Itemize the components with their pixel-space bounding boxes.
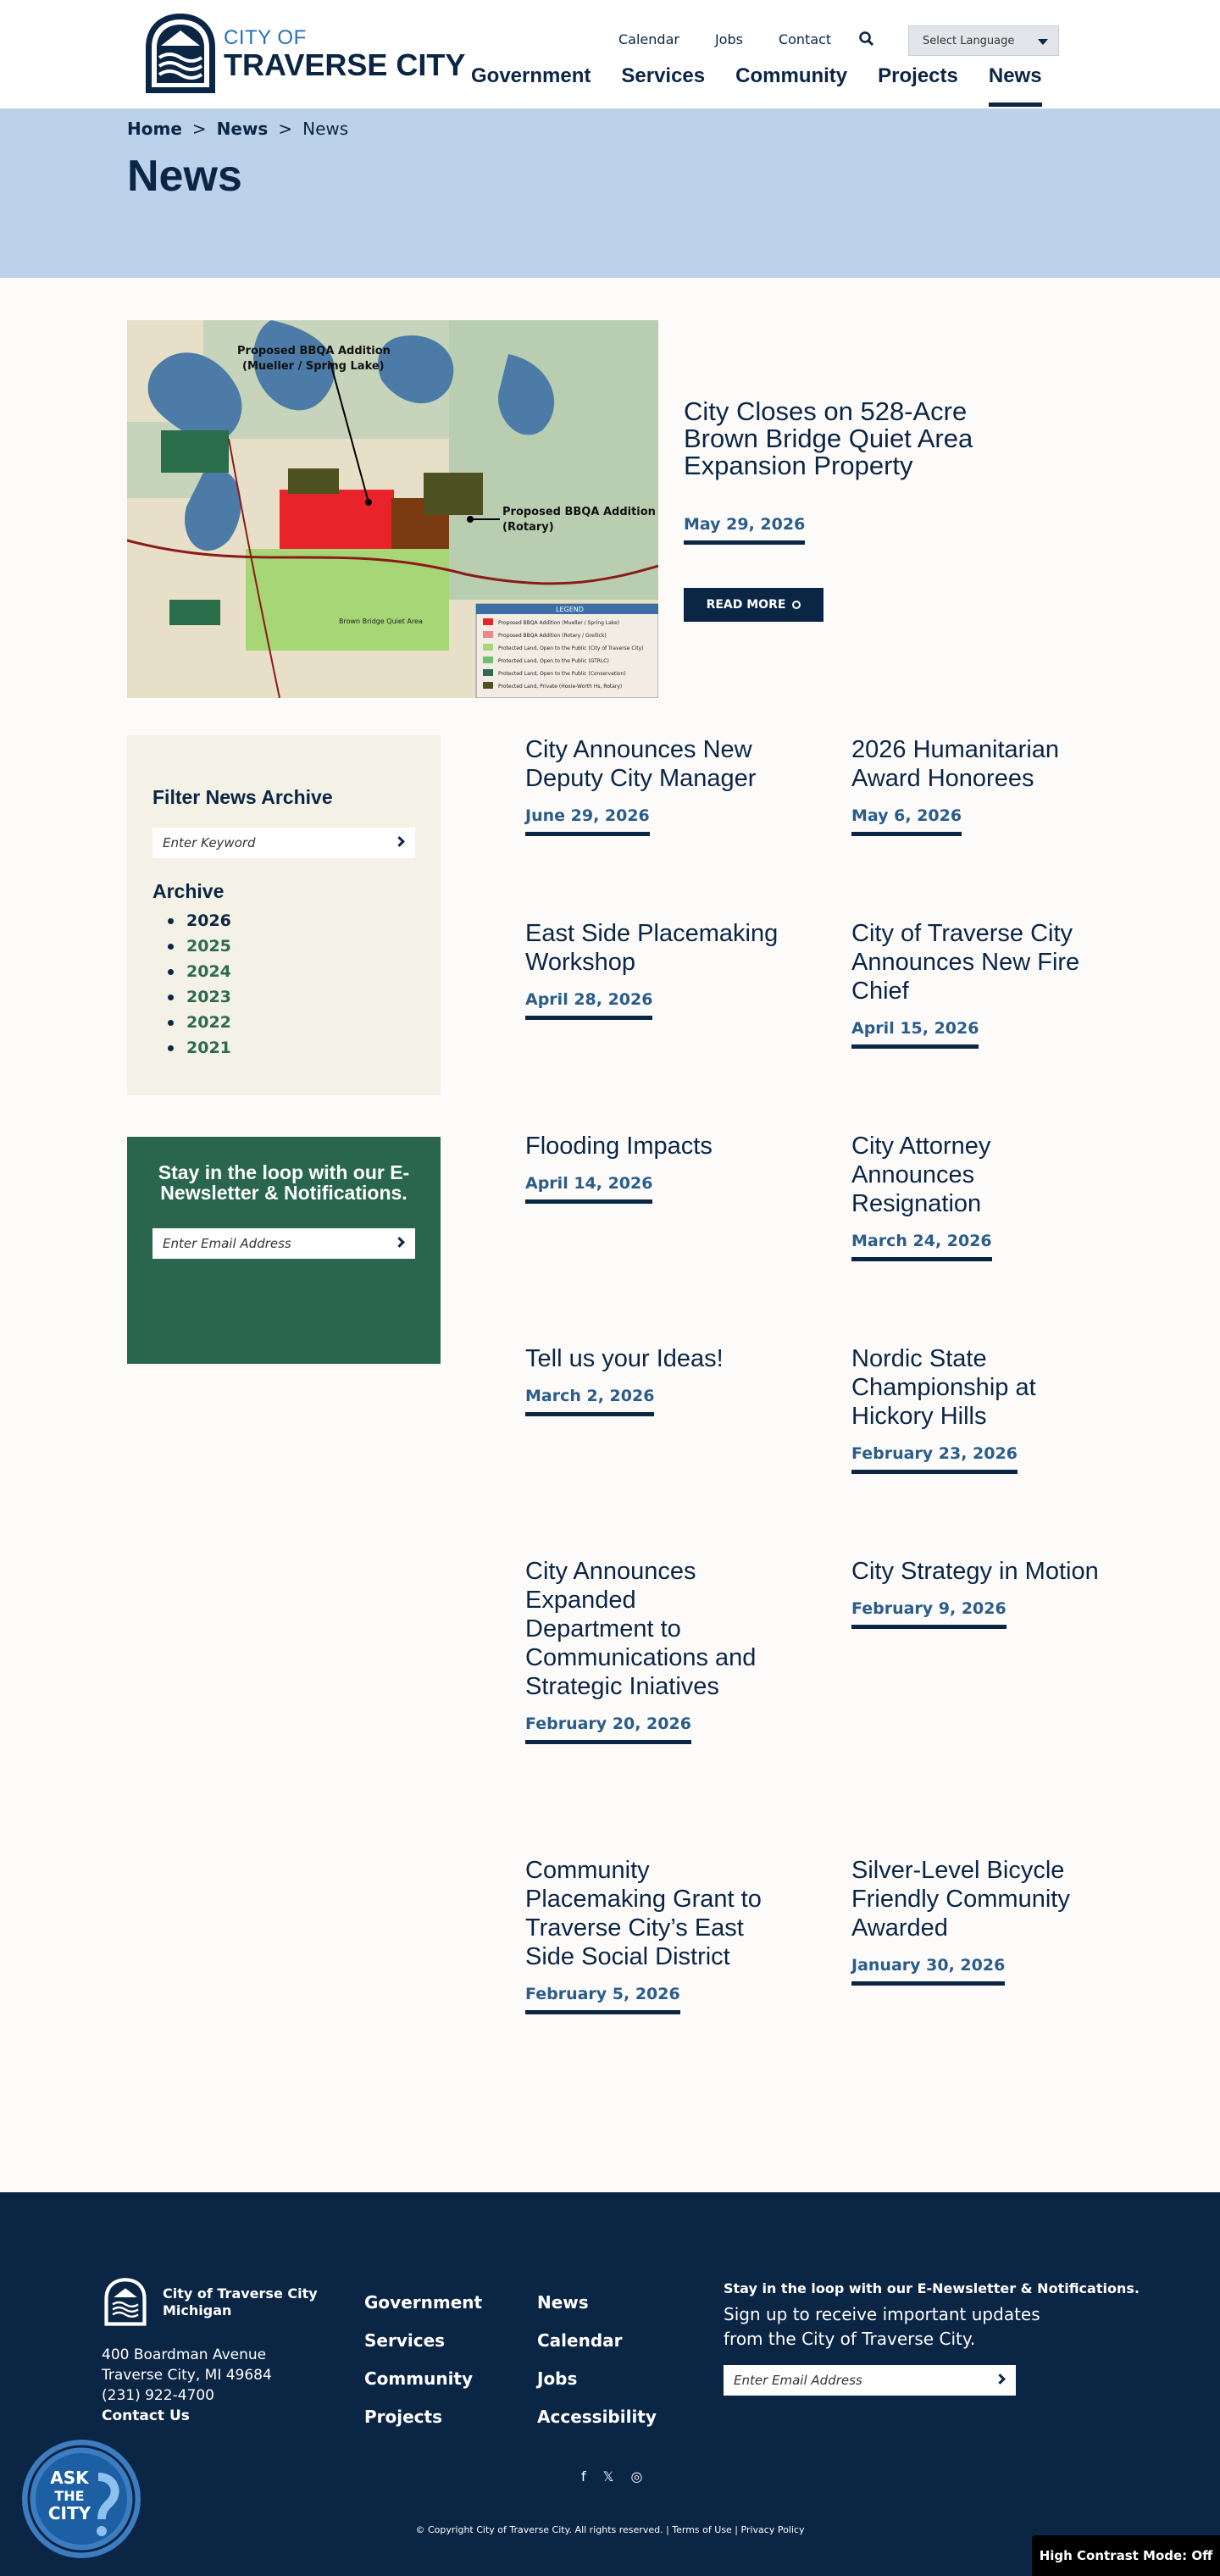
- footer-link[interactable]: News: [537, 2292, 589, 2313]
- ask-line: CITY: [47, 2503, 92, 2523]
- news-item[interactable]: [851, 1856, 1106, 1986]
- footer-nav-col1: [364, 2284, 482, 2436]
- news-item-date: May 6, 2026: [851, 806, 962, 836]
- archive-year-2022[interactable]: 2022: [186, 1010, 415, 1035]
- map-legend-entry: Proposed BBQA Addition (Rotary / Grellick): [498, 633, 607, 639]
- copyright-text: © Copyright City of Traverse City. All rights reserved. | Terms of Use | Privacy Policy: [415, 2524, 805, 2535]
- breadcrumb-separator: >: [191, 119, 207, 139]
- map-legend-entry: Proposed BBQA Addition (Mueller / Spring Lake): [498, 620, 620, 626]
- news-item-date: February 20, 2026: [525, 1715, 691, 1744]
- news-item-title[interactable]: City Announces New Deputy City Manager: [525, 736, 757, 792]
- footer-contact-link[interactable]: Contact Us: [102, 2407, 190, 2424]
- news-item-date: March 2, 2026: [525, 1387, 654, 1416]
- footer-phone-link[interactable]: (231) 922-4700: [102, 2387, 214, 2404]
- footer-newsletter-text: Sign up to receive important updates from the City of Traverse City.: [724, 2304, 1040, 2349]
- logo-wordmark: [224, 28, 465, 80]
- featured-news-title[interactable]: City Closes on 528-Acre Brown Bridge Quiet Area Expansion Property: [684, 396, 973, 480]
- news-item[interactable]: [851, 1132, 1106, 1261]
- breadcrumb-separator: >: [278, 119, 293, 139]
- news-item[interactable]: [851, 1557, 1106, 1629]
- logo-city-text: CITY OF: [224, 26, 307, 49]
- logo-name-text: TRAVERSE CITY: [224, 47, 466, 82]
- footer-link[interactable]: Accessibility: [537, 2407, 657, 2427]
- footer-logo-line2: Michigan: [163, 2302, 232, 2318]
- footer-link[interactable]: Services: [364, 2330, 446, 2351]
- keyword-input[interactable]: [152, 828, 415, 858]
- news-item-title[interactable]: Flooding Impacts: [525, 1133, 713, 1160]
- search-icon[interactable]: [858, 30, 875, 47]
- nav-projects[interactable]: Projects: [878, 64, 958, 87]
- util-link-calendar[interactable]: Calendar: [618, 30, 679, 47]
- newsletter-email-input[interactable]: [152, 1228, 415, 1259]
- address-city: Traverse City, MI 49684: [102, 2367, 272, 2384]
- news-item-date: June 29, 2026: [525, 806, 650, 836]
- nav-services[interactable]: Services: [621, 64, 706, 87]
- city-seal-icon: [102, 2277, 149, 2328]
- news-item-title[interactable]: 2026 Humanitarian Award Honorees: [851, 736, 1060, 792]
- footer-link[interactable]: Projects: [364, 2407, 443, 2427]
- news-item[interactable]: [851, 735, 1106, 836]
- footer-address: [102, 2345, 272, 2426]
- page-title: News: [127, 152, 242, 201]
- nav-community[interactable]: Community: [735, 64, 848, 87]
- archive-year-2023[interactable]: 2023: [186, 984, 415, 1010]
- newsletter-heading: Stay in the loop with our E-Newsletter & Notifications.: [158, 1161, 410, 1204]
- footer-logo[interactable]: [102, 2277, 318, 2328]
- footer-link[interactable]: Community: [364, 2368, 474, 2389]
- utility-nav: [618, 30, 875, 47]
- read-more-button[interactable]: [684, 588, 824, 622]
- filter-heading: Filter News Archive: [152, 786, 333, 808]
- facebook-icon[interactable]: f: [581, 2468, 586, 2485]
- read-more-label: READ MORE: [706, 598, 786, 612]
- language-select[interactable]: [908, 25, 1059, 56]
- news-item-title[interactable]: Community Placemaking Grant to Traverse City’s East Side Social District: [525, 1857, 762, 1970]
- keyword-placeholder: Enter Keyword: [163, 835, 256, 850]
- news-item-date: January 30, 2026: [851, 1956, 1005, 1986]
- footer-logo-text: [163, 2285, 318, 2319]
- news-item[interactable]: [525, 1856, 762, 2014]
- archive-year-2026[interactable]: 2026: [186, 908, 415, 933]
- news-item[interactable]: [525, 1344, 779, 1416]
- nav-news[interactable]: News: [989, 64, 1042, 107]
- map-legend-title: LEGEND: [556, 606, 584, 613]
- news-item-title[interactable]: City Strategy in Motion: [851, 1558, 1099, 1585]
- filter-panel: [127, 735, 441, 1095]
- map-label-mueller-sub: (Mueller / Spring Lake): [242, 360, 385, 373]
- news-item-date: April 15, 2026: [851, 1019, 979, 1049]
- page-banner: [0, 108, 1220, 278]
- instagram-icon[interactable]: ◎: [630, 2468, 643, 2485]
- chevron-right-icon[interactable]: [995, 2374, 1006, 2385]
- news-item-title[interactable]: Silver-Level Bicycle Friendly Community Awarded: [851, 1857, 1070, 1942]
- news-item-title[interactable]: Tell us your Ideas!: [525, 1345, 724, 1372]
- x-twitter-icon[interactable]: 𝕏: [602, 2468, 614, 2485]
- archive-heading: Archive: [152, 880, 225, 902]
- featured-map-image[interactable]: [127, 320, 658, 698]
- social-links: [581, 2468, 660, 2485]
- news-item-title[interactable]: City Attorney Announces Resignation: [851, 1133, 991, 1217]
- news-item-date: February 9, 2026: [851, 1599, 1006, 1629]
- ask-the-city-chat-button[interactable]: [20, 2438, 143, 2561]
- city-seal-icon: [142, 12, 219, 97]
- news-item[interactable]: [525, 1557, 762, 1744]
- breadcrumb-current: News: [302, 119, 349, 139]
- footer-link[interactable]: Calendar: [537, 2330, 623, 2351]
- news-item[interactable]: [851, 1344, 1106, 1474]
- high-contrast-toggle[interactable]: High Contrast Mode: Off: [1032, 2535, 1220, 2576]
- archive-year-2024[interactable]: 2024: [186, 959, 415, 984]
- news-item-title[interactable]: City Announces Expanded Department to Communications and Strategic Iniatives: [525, 1558, 757, 1700]
- featured-news-date: May 29, 2026: [684, 515, 805, 545]
- breadcrumb: [127, 119, 348, 139]
- site-footer: [0, 2192, 1220, 2576]
- chevron-right-icon[interactable]: [394, 836, 405, 847]
- news-item[interactable]: [525, 919, 779, 1020]
- archive-year-2021[interactable]: 2021: [186, 1035, 415, 1061]
- arrow-circle-icon: [792, 601, 801, 609]
- email-placeholder: Enter Email Address: [163, 1236, 291, 1251]
- footer-email-placeholder: Enter Email Address: [734, 2373, 862, 2388]
- site-logo[interactable]: [142, 12, 465, 97]
- chevron-right-icon[interactable]: [394, 1237, 405, 1248]
- footer-nav-col2: [537, 2284, 657, 2436]
- breadcrumb-home[interactable]: Home: [127, 119, 182, 139]
- map-legend-entry: Protected Land, Open to the Public (City of Traverse City): [498, 645, 644, 651]
- news-item[interactable]: [525, 735, 779, 836]
- news-item-date: March 24, 2026: [851, 1232, 992, 1261]
- news-item-title[interactable]: Nordic State Championship at Hickory Hills: [851, 1345, 1036, 1430]
- ask-line: THE: [54, 2488, 85, 2504]
- footer-link[interactable]: Government: [364, 2292, 483, 2313]
- news-archive: [0, 735, 1220, 2192]
- map-legend-entry: Protected Land, Private (Hoxie-Worth Hs, Rotary): [498, 684, 623, 690]
- archive-year-list: [152, 908, 415, 1061]
- map-label-rotary-sub: (Rotary): [502, 521, 554, 534]
- language-select-label: Select Language: [923, 34, 1015, 47]
- map-label-rotary: Proposed BBQA Addition: [502, 506, 656, 518]
- news-item[interactable]: [525, 1132, 779, 1204]
- newsletter-signup: [127, 1137, 441, 1364]
- footer-email-input[interactable]: [724, 2365, 1016, 2396]
- map-legend-entry: Protected Land, Open to the Public (Conservation): [498, 671, 626, 677]
- map-legend-entry: Protected Land, Open to the Public (GTRLC): [498, 658, 609, 664]
- chevron-down-icon: [1038, 39, 1048, 45]
- news-item-date: February 5, 2026: [525, 1985, 680, 2014]
- footer-link[interactable]: Jobs: [537, 2368, 578, 2389]
- news-item-title[interactable]: East Side Placemaking Workshop: [525, 920, 779, 976]
- breadcrumb-news[interactable]: News: [216, 119, 269, 139]
- util-link-contact[interactable]: Contact: [778, 30, 832, 47]
- news-item[interactable]: [851, 919, 1106, 1049]
- featured-news: [0, 278, 1220, 735]
- footer-logo-line1: City of Traverse City: [163, 2285, 318, 2302]
- address-street: 400 Boardman Avenue: [102, 2346, 267, 2363]
- archive-year-2025[interactable]: 2025: [186, 933, 415, 959]
- map-label-quiet-area: Brown Bridge Quiet Area: [339, 618, 423, 625]
- footer-newsletter-heading: Stay in the loop with our E-Newsletter & Notifications.: [724, 2280, 1140, 2296]
- ask-line: ASK: [50, 2468, 89, 2488]
- util-link-jobs[interactable]: Jobs: [714, 30, 743, 47]
- nav-government[interactable]: Government: [471, 64, 591, 87]
- news-item-date: April 14, 2026: [525, 1174, 652, 1204]
- map-label-mueller: Proposed BBQA Addition: [237, 345, 391, 357]
- news-item-date: February 23, 2026: [851, 1444, 1018, 1474]
- news-item-title[interactable]: City of Traverse City Announces New Fire Chief: [851, 920, 1080, 1005]
- site-header: [0, 0, 1220, 108]
- news-item-date: April 28, 2026: [525, 990, 652, 1020]
- main-nav: [471, 64, 1073, 107]
